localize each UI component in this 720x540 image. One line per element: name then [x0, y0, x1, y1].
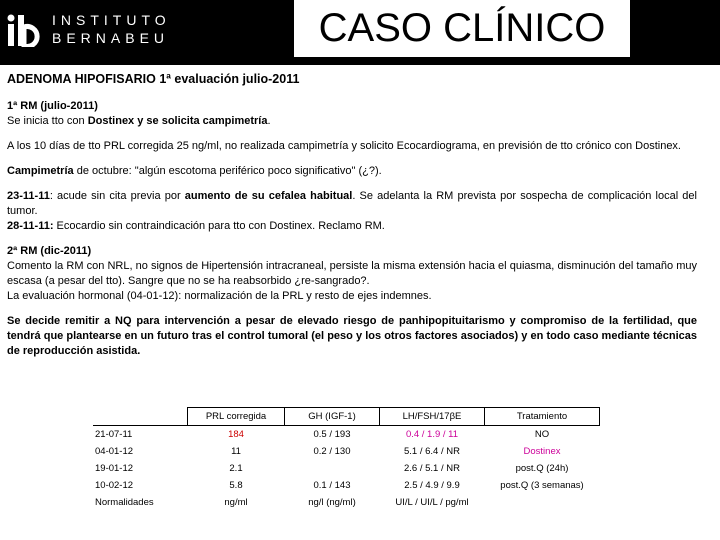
- ib-logo-icon: [6, 13, 46, 47]
- table-cell-date: 21-07-11: [93, 426, 188, 444]
- logo-text-bernabeu: BERNABEU: [52, 30, 170, 46]
- table-header-row: [93, 408, 600, 426]
- table-cell-date: 19-01-12: [95, 463, 134, 474]
- table-cell: post.Q (3 semanas): [500, 480, 584, 491]
- table-cell: [485, 494, 600, 511]
- table-row: [93, 477, 600, 494]
- institute-logo: [6, 10, 206, 50]
- logo-text-instituto: INSTITUTO: [52, 12, 171, 28]
- table-cell: 0.2 / 130: [313, 446, 351, 457]
- table-cell: NO: [485, 426, 600, 444]
- table-cell: 0.5 / 193: [285, 426, 380, 444]
- decision-paragraph: Se decide remitir a NQ para intervención a pesar de elevado riesgo de panhipopituitarismo y compromiso de la fertilidad, que tendrá que plantearse en un futuro tras el control tumoral (el peso y los otros factores asociados) y en todo caso mediante técnicas de reproducción asistida.: [7, 315, 697, 357]
- table-header-cell: Tratamiento: [485, 408, 600, 426]
- table-header-cell: GH (IGF-1): [285, 408, 380, 426]
- table-cell: ng/l (ng/ml): [308, 497, 356, 508]
- hormone-table: [93, 407, 600, 511]
- table-cell: 184: [188, 426, 285, 444]
- page-title: CASO CLÍNICO: [318, 6, 606, 50]
- table-cell: 0.1 / 143: [313, 480, 351, 491]
- table-row: [93, 426, 600, 444]
- second-mri-title: 2ª RM (dic-2011): [7, 245, 92, 257]
- followup-paragraph: A los 10 días de tto PRL corregida 25 ng/ml, no realizada campimetría y solicito Ecocardiograma, en previsión de tto crónico con Dostinex.: [7, 140, 681, 152]
- table-row: [93, 494, 600, 511]
- campimetry-paragraph: Campimetría de octubre: "algún escotoma periférico poco significativo" (¿?).: [7, 165, 382, 177]
- table-cell: ng/ml: [224, 497, 248, 508]
- table-header-cell: [93, 408, 188, 426]
- table-cell: 2.6 / 5.1 / NR: [404, 463, 460, 474]
- table-row: [93, 460, 600, 477]
- hormonal-eval-text: La evaluación hormonal (04-01-12): normalización de la PRL y resto de ejes indemnes.: [7, 290, 432, 302]
- table-cell: 2.5 / 4.9 / 9.9: [404, 480, 460, 491]
- header-bar: [0, 0, 720, 65]
- visit-23-11-paragraph: 23-11-11: acude sin cita previa por aumento de su cefalea habitual. Se adelanta la RM prevista por sospecha de complicación local del tumor.: [7, 190, 697, 217]
- table-row: [93, 443, 600, 460]
- table-cell: 5.8: [229, 480, 243, 491]
- table-cell: 0.4 / 1.9 / 11: [380, 426, 485, 444]
- second-mri-text: Comento la RM con NRL, no signos de Hipertensión intracraneal, persiste la misma extensión hacia el quiasma, disminución del tamaño muy escasa (a pesar del tto). Sangre que no se ha reabsorbido ¿re-sangrado?.: [7, 260, 697, 287]
- title-box: [294, 0, 630, 57]
- case-content: [7, 72, 697, 359]
- table-cell: 11: [231, 446, 241, 457]
- table-cell: post.Q (24h): [515, 463, 569, 474]
- table-cell-date: 10-02-12: [95, 480, 134, 491]
- table-cell: [285, 460, 380, 477]
- first-mri-title: 1ª RM (julio-2011): [7, 100, 98, 112]
- table-header-cell: LH/FSH/17βE: [380, 408, 485, 426]
- table-cell-label: Normalidades: [95, 497, 154, 508]
- visit-28-11-paragraph: 28-11-11: Ecocardio sin contraindicación para tto con Dostinex. Reclamo RM.: [7, 220, 385, 232]
- table-cell: UI/L / UI/L / pg/ml: [395, 497, 469, 508]
- case-heading: ADENOMA HIPOFISARIO 1ª evaluación julio-2011: [7, 72, 300, 86]
- table-cell: Dostinex: [523, 446, 561, 457]
- table-cell: 2.1: [229, 463, 243, 474]
- table-header-cell: PRL corregida: [188, 408, 285, 426]
- table-cell-date: 04-01-12: [95, 446, 134, 457]
- table-cell: 5.1 / 6.4 / NR: [404, 446, 460, 457]
- first-mri-text: Se inicia tto con Dostinex y se solicita campimetría.: [7, 115, 271, 127]
